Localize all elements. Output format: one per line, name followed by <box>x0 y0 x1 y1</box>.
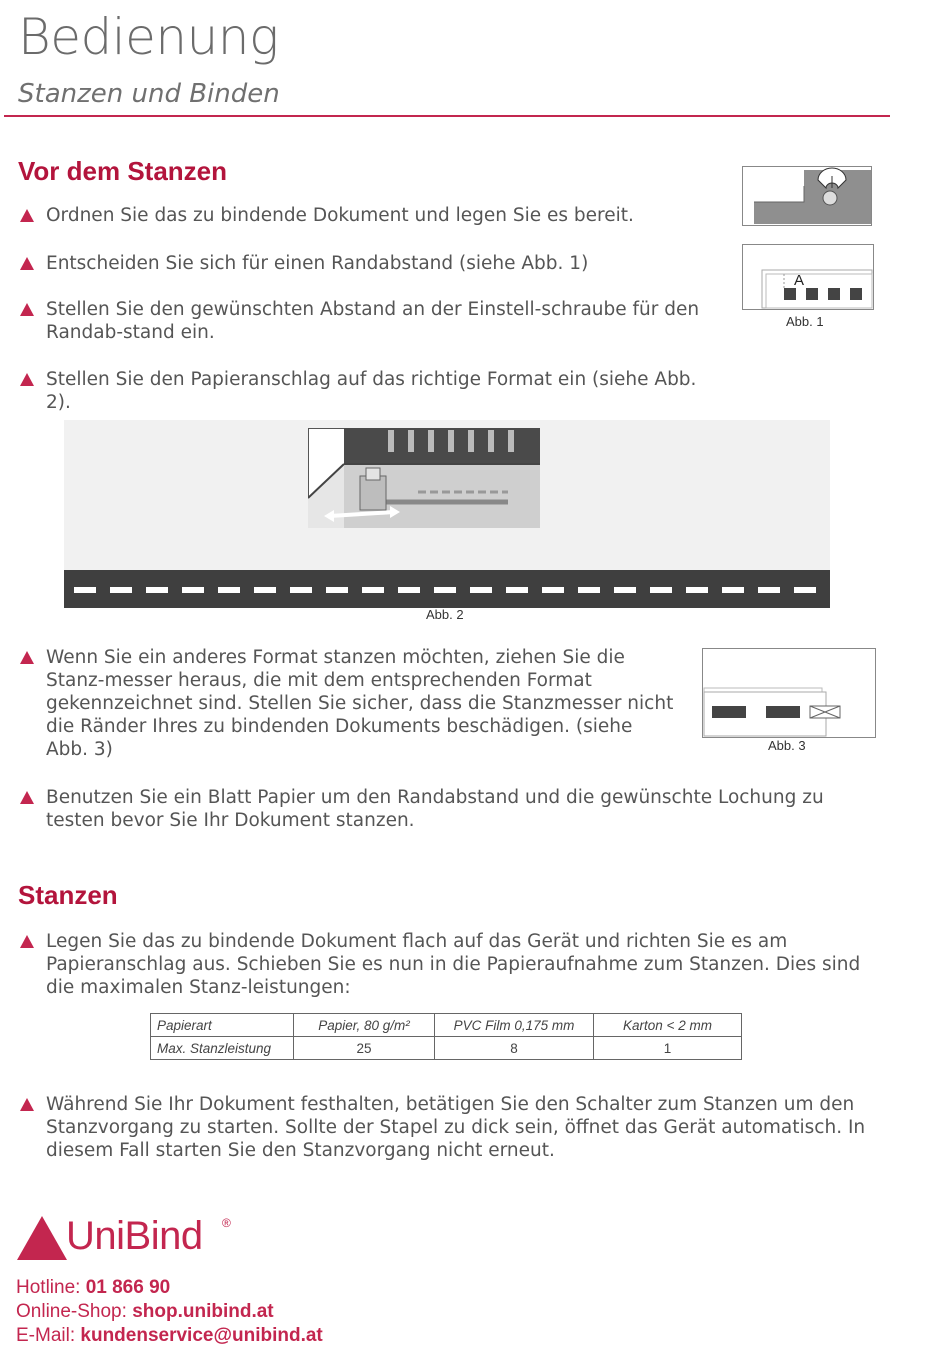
triangle-bullet-icon <box>20 373 34 386</box>
list-item: Stellen Sie den gewünschten Abstand an der Einstell-schraube für den Randab-stand ein. <box>20 298 720 344</box>
contact-shop <box>16 1300 274 1324</box>
table-cell: 1 <box>594 1037 742 1060</box>
list-item: Ordnen Sie das zu bindende Dokument und legen Sie es bereit. <box>20 204 720 227</box>
figure-abb3 <box>702 648 876 738</box>
figure-abb1-label: A <box>794 272 805 289</box>
list-item: Stellen Sie den Papieranschlag auf das richtige Format ein (siehe Abb. 2). <box>20 368 720 414</box>
table-header-cell: Papier, 80 g/m² <box>294 1014 435 1037</box>
list-item: Legen Sie das zu bindende Dokument flach auf das Gerät und richten Sie es am Papieranschlag aus. Schieben Sie es nun in die Papieraufnahme zum Stanzen. Dies sind die maximalen Stanz-leistungen: <box>20 930 880 999</box>
header-divider <box>4 115 890 117</box>
hotline-label: Hotline: <box>16 1277 81 1298</box>
paper-guide-illustration <box>308 428 540 528</box>
triangle-bullet-icon <box>20 935 34 948</box>
margin-screw-illustration <box>742 166 872 226</box>
list-item: Entscheiden Sie sich für einen Randabstand (siehe Abb. 1) <box>20 252 720 275</box>
list-item: Wenn Sie ein anderes Format stanzen möchten, ziehen Sie die Stanz-messer heraus, die mit dem entsprechenden Format gekennzeichnet sind. Stellen Sie sicher, dass die Stanzmesser nicht die Ränder Ihres zu bindenden Dokuments beschädigen. (siehe Abb. 3) <box>20 646 680 761</box>
triangle-bullet-icon <box>20 257 34 270</box>
figure-abb1 <box>742 244 874 310</box>
hotline-number[interactable]: 01 866 90 <box>85 1277 171 1298</box>
table-row <box>151 1037 742 1060</box>
section-heading-vor-dem-stanzen: Vor dem Stanzen <box>18 156 228 186</box>
logo-wordmark: UniBind <box>66 1214 203 1258</box>
table-header-cell: Karton < 2 mm <box>594 1014 742 1037</box>
punch-capacity-table <box>150 1013 742 1060</box>
email-link[interactable]: kundenservice@unibind.at <box>80 1325 323 1346</box>
table-header-cell: PVC Film 0,175 mm <box>435 1014 594 1037</box>
figure-caption: Abb. 2 <box>426 607 464 622</box>
contact-email <box>16 1324 323 1348</box>
logo-triangle-icon <box>16 1214 68 1262</box>
punch-holes-strip <box>64 570 830 608</box>
table-header-row <box>151 1014 742 1037</box>
table-row-label: Max. Stanzleistung <box>151 1037 294 1060</box>
figure-caption: Abb. 3 <box>768 738 806 753</box>
shop-link[interactable]: shop.unibind.at <box>132 1301 274 1322</box>
page-subtitle: Stanzen und Binden <box>18 79 280 109</box>
triangle-bullet-icon <box>20 1098 34 1111</box>
triangle-bullet-icon <box>20 303 34 316</box>
list-item: Während Sie Ihr Dokument festhalten, betätigen Sie den Schalter zum Stanzen um den Stanzvorgang zu starten. Sollte der Stapel zu dick sein, öffnet das Gerät automatisch. In diesem Fall starten Sie den Stanzvorgang nicht erneut. <box>20 1093 880 1162</box>
shop-label: Online-Shop: <box>16 1301 127 1322</box>
triangle-bullet-icon <box>20 791 34 804</box>
table-cell: 25 <box>294 1037 435 1060</box>
unibind-logo <box>16 1212 256 1266</box>
table-header-cell: Papierart <box>151 1014 294 1037</box>
registered-mark: ® <box>222 1216 231 1230</box>
table-cell: 8 <box>435 1037 594 1060</box>
email-label: E-Mail: <box>16 1325 76 1346</box>
figure-caption: Abb. 1 <box>786 314 824 329</box>
contact-hotline <box>16 1276 170 1300</box>
page-title: Bedienung <box>18 8 279 66</box>
list-item: Benutzen Sie ein Blatt Papier um den Randabstand und die gewünschte Lochung zu testen bevor Sie Ihr Dokument stanzen. <box>20 786 880 832</box>
triangle-bullet-icon <box>20 209 34 222</box>
section-heading-stanzen: Stanzen <box>18 880 118 910</box>
triangle-bullet-icon <box>20 651 34 664</box>
